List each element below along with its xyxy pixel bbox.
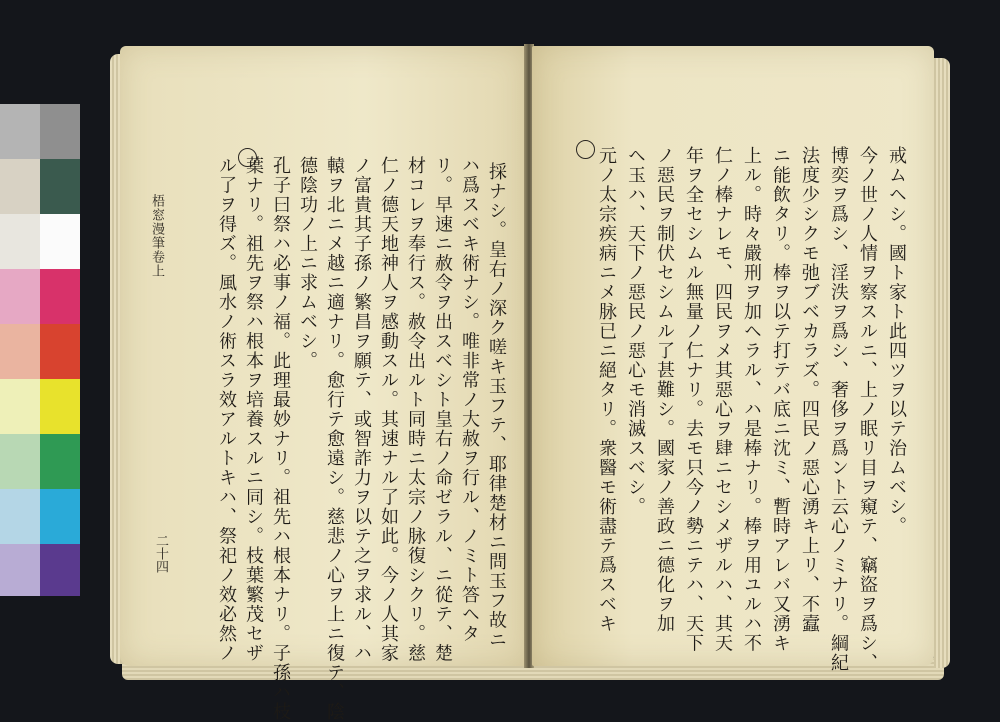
running-title: 梧窓漫筆卷上 — [149, 194, 164, 278]
text-column: ノ惡民ヲ制伏セシムル了甚難シ。國家ノ善政ニ德化ヲ加 — [654, 146, 675, 634]
calibration-swatch — [40, 379, 80, 434]
calibration-swatch — [40, 544, 80, 596]
calibration-swatch — [40, 324, 80, 379]
text-column: ノ富貴其子孫ノ繁昌ヲ願テ、或智詐力ヲ以テ之ヲ求ル、ハ — [351, 156, 372, 663]
text-column: 上ル。時々嚴刑ヲ加ヘラル、ハ是棒ナリ。棒ヲ用ユルハ不 — [741, 146, 762, 653]
color-calibration-strip — [0, 104, 80, 596]
text-column: 轅ヲ北ニメ越ニ適ナリ。愈行テ愈遠シ。慈悲ノ心ヲ上ニ復テ、陰 — [324, 156, 345, 722]
calibration-swatch — [0, 544, 40, 596]
text-column: 仁ノ德天地神人ヲ感動スル。其速ナル了如此。今ノ人其家 — [378, 156, 399, 663]
text-column: 今ノ世ノ人情ヲ察スルニ、上ノ眠リ目ヲ窺テ、竊盜ヲ爲シ、 — [857, 146, 878, 673]
text-column: ニ能飲タリ。棒ヲ以テ打テバ底ニ沈ミ、暫時アレバ又湧キ — [770, 146, 791, 653]
left-page — [120, 46, 528, 722]
text-column: 葉ナリ。祖先ヲ祭ハ根本ヲ培養スルニ同シ。枝葉繁茂セザ — [243, 156, 264, 663]
folio-number: 二十四 — [153, 534, 168, 573]
text-column: 戒ムヘシ。國ト家ト此四ツヲ以テ治ムベシ。 — [886, 146, 907, 536]
right-page — [532, 46, 934, 673]
calibration-swatch — [0, 434, 40, 489]
calibration-swatch — [40, 104, 80, 159]
calibration-swatch — [40, 214, 80, 269]
circle-mark — [576, 140, 595, 159]
text-column: リ。早速ニ赦令ヲ出スベシト皇右ノ命ゼラル、ニ從テ、楚 — [432, 156, 453, 663]
text-column: 孔子曰祭ハ必事ノ福。此理最妙ナリ。祖先ハ根本ナリ。子孫ハ枝 — [270, 156, 291, 722]
calibration-swatch — [0, 379, 40, 434]
text-column: 仁ノ棒ナレモ、四民ヲメ其惡心ヲ肆ニセシメザルハ、其天 — [712, 146, 733, 653]
calibration-swatch — [40, 489, 80, 544]
book-right-page-edges — [934, 58, 950, 668]
calibration-swatch — [0, 489, 40, 544]
open-book — [108, 40, 950, 722]
text-column: 材コレヲ奉行ス。赦令出ルト同時ニ太宗ノ脉復シクリ。慈 — [405, 156, 426, 663]
text-column: 法度少シクモ弛ブベカラズ。四民ノ惡心湧キ上リ、不蠧 — [799, 146, 820, 634]
calibration-swatch — [40, 159, 80, 214]
calibration-swatch — [0, 214, 40, 269]
text-column: ヘ玉ハ、天下ノ惡民ノ惡心モ消滅スベシ。 — [625, 146, 646, 517]
calibration-swatch — [0, 324, 40, 379]
calibration-swatch — [40, 434, 80, 489]
calibration-swatch — [0, 104, 40, 159]
text-column: 博奕ヲ爲シ、淫泆ヲ爲シ、奢侈ヲ爲ント云心ノミナリ。綱紀 — [828, 146, 849, 673]
calibration-swatch — [40, 269, 80, 324]
calibration-swatch — [0, 159, 40, 214]
calibration-swatch — [0, 269, 40, 324]
text-column: 德陰功ノ上ニ求ムベシ。 — [297, 156, 318, 371]
text-column: ハ爲スベキ術ナシ。唯非常ノ大赦ヲ行ル、ノミト答ヘタ — [459, 156, 480, 644]
text-column: 年ヲ全セシムル無量ノ仁ナリ。去モ只今ノ勢ニテハ、天下 — [683, 146, 704, 653]
text-column: ル了ヲ得ズ。風水ノ術スラ效アルトキハ、祭祀ノ效必然ノ — [216, 156, 237, 663]
text-column: 採ナシ。皇右ノ深ク嗟キ玉フテ、耶律楚材ニ問玉フ故ニ — [486, 162, 507, 650]
text-column: 元ノ太宗疾病ニメ脉已ニ絕タリ。衆醫モ術盡テ爲スベキ — [596, 146, 617, 634]
